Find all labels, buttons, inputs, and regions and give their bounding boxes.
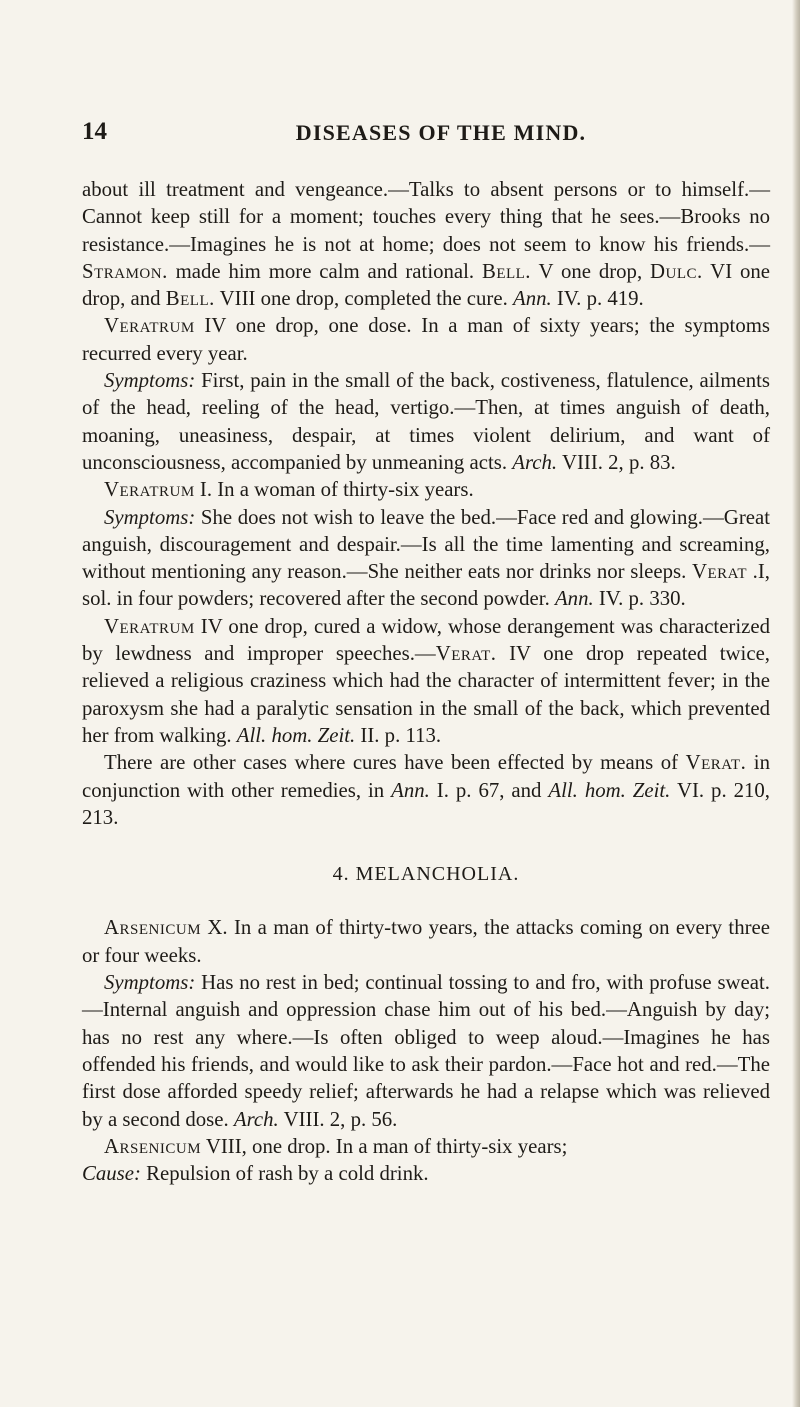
paragraph: Arsenicum VIII, one drop. In a man of thirty-six years;	[104, 1134, 568, 1158]
paragraph: Cause: Repulsion of rash by a cold drink.	[82, 1162, 429, 1186]
remedy-name: Verat.	[435, 642, 497, 666]
remedy-name: Veratrum	[104, 478, 195, 502]
paragraph: Arsenicum X. In a man of thirty-two years, the attacks coming on every three or four weeks.	[82, 916, 770, 967]
citation: All. hom. Zeit.	[548, 778, 671, 802]
symptoms-label: Symptoms:	[104, 369, 196, 393]
remedy-name: Bell.	[165, 287, 215, 311]
paragraph: Symptoms: Has no rest in bed; continual tossing to and fro, with profuse sweat.—Internal anguish and oppression chase him out of his bed.—Anguish by day; has no rest any where.—Is often obliged to weep aloud.—Imagines he has offended his friends, and would like to ask their pardon.—Face hot and red.—The first dose afforded speedy relief; afterwards he had a relapse which was relieved by a second dose. Arch. VIII. 2, p. 56.	[82, 971, 770, 1131]
page-header	[82, 118, 760, 148]
page-number: 14	[82, 118, 107, 145]
symptoms-label: Symptoms:	[104, 971, 196, 995]
remedy-name: Dulc.	[650, 259, 703, 283]
remedy-name: Arsenicum	[104, 916, 202, 940]
cause-label: Cause:	[82, 1162, 141, 1186]
page-body	[82, 176, 770, 1187]
paragraph: Veratrum IV one drop, one dose. In a man of sixty years; the symptoms recurred every year.	[82, 314, 770, 365]
section-heading: 4. MELANCHOLIA.	[332, 863, 520, 886]
citation: Ann.	[554, 587, 594, 611]
citation: Arch.	[233, 1107, 279, 1131]
remedy-name: Bell.	[481, 259, 532, 283]
symptoms-label: Symptoms:	[104, 505, 196, 529]
citation: Arch.	[512, 450, 558, 474]
citation: Ann.	[513, 287, 552, 311]
paragraph: Symptoms: She does not wish to leave the bed.—Face red and glowing.—Great anguish, discouragement and despair.—Is all the time lamenting and screaming, without mentioning any reason.—She neither eats nor drinks nor sleeps. Verat .I, sol. in four powders; recovered after the second powder. Ann. IV. p. 330.	[82, 505, 770, 611]
paragraph: Veratrum IV one drop, cured a widow, whose derangement was characterized by lewdness and improper speeches.—Verat. IV one drop repeated twice, relieved a religious craziness which had the character of intermittent fever; in the paroxysm she had a paralytic sensation in the small of the back, which prevented her from walking. All. hom. Zeit. II. p. 113.	[82, 614, 770, 747]
paragraph: Veratrum I. In a woman of thirty-six years.	[104, 478, 474, 502]
paragraph: Symptoms: First, pain in the small of the back, costiveness, flatulence, ailments of the head, reeling of the head, vertigo.—Then, at times anguish of death, moaning, uneasiness, despair, at times violent delirium, and want of unconsciousness, accompanied by unmeaning acts. Arch. VIII. 2, p. 83.	[82, 369, 770, 474]
citation: Ann.	[391, 778, 430, 802]
remedy-name: Arsenicum	[104, 1134, 202, 1158]
remedy-name: Veratrum	[104, 314, 195, 338]
page-edge-shadow	[792, 0, 800, 1407]
remedy-name: Verat.	[685, 751, 747, 775]
citation: All. hom. Zeit.	[236, 723, 356, 747]
remedy-name: Veratrum	[104, 614, 195, 638]
remedy-name: Stramon.	[82, 259, 168, 283]
remedy-name: Verat	[691, 560, 747, 584]
paragraph: about ill treatment and vengeance.—Talks to absent persons or to himself.—Cannot keep still for a moment; touches every thing that he sees.—Brooks no resistance.—Imagines he is not at home; does not seem to know his friends.—Stramon. made him more calm and rational. Bell. V one drop, Dulc. VI one drop, and Bell. VIII one drop, completed the cure. Ann. IV. p. 419.	[82, 178, 770, 311]
running-head: DISEASES OF THE MIND.	[295, 120, 587, 145]
paragraph: There are other cases where cures have been effected by means of Verat. in conjunction with other remedies, in Ann. I. p. 67, and All. hom. Zeit. VI. p. 210, 213.	[82, 751, 771, 829]
